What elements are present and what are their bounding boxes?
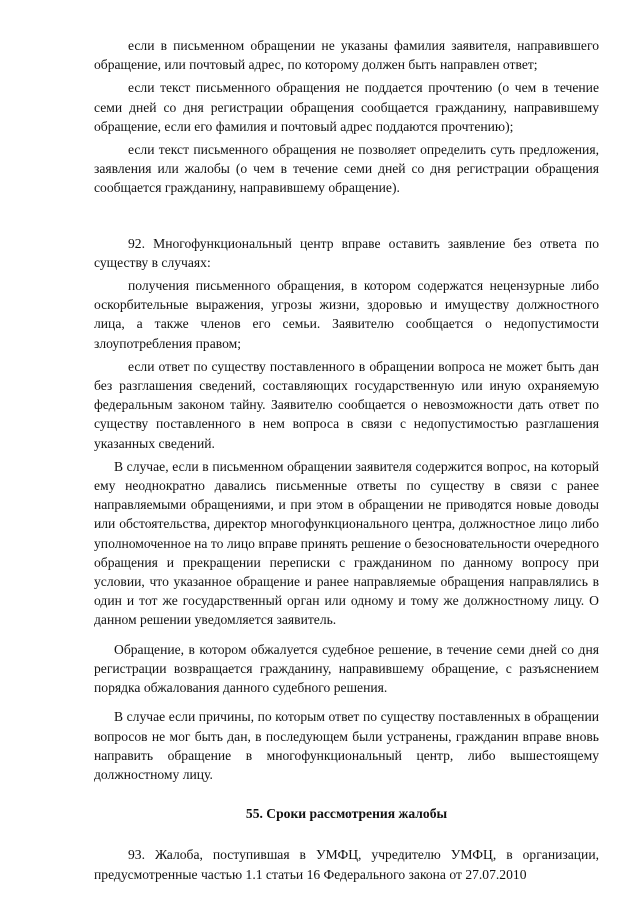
section-heading: 55. Сроки рассмотрения жалобы: [245, 806, 448, 822]
paragraph-no-name-address: если в письменном обращении не указаны фамилия заявителя, направившего обращение, или почтовый адрес, по которому должен быть направлен ответ;: [94, 38, 599, 73]
paragraph-causes-eliminated: В случае если причины, по которым ответ по существу поставленных в обращении вопросов не мог быть дан, в последующем были устранены, гражданин вправе вновь направить обращение в многофункциональный центр, либо вышестоящему должностному лицу.: [94, 709, 599, 782]
document-page: [94, 36, 599, 884]
paragraph-item-93: 93. Жалоба, поступившая в УМФЦ, учредителю УМФЦ, в организации, предусмотренные частью 1.1 статьи 16 Федерального закона от 27.07.2010: [94, 847, 599, 882]
paragraph-court-decision: Обращение, в котором обжалуется судебное решение, в течение семи дней со дня регистрации возвращается гражданину, направившему обращение, с разъяснением порядка обжалования данного судебного решения.: [94, 641, 599, 696]
paragraph-undefined-essence: если текст письменного обращения не позволяет определить суть предложения, заявления или жалобы (о чем в течение семи дней со дня регистрации обращения сообщается гражданину, направившему обращение).: [94, 142, 599, 196]
paragraph-item-92: 92. Многофункциональный центр вправе оставить заявление без ответа по существу в случаях:: [94, 235, 599, 270]
paragraph-state-secret: если ответ по существу поставленного в обращении вопроса не может быть дан без разглашения сведений, составляющих государственную или иную охраняемую федеральным законом тайну. Заявителю сообщается о невозможности дать ответ по существу поставленного в нем вопроса в связи с недопустимостью разглашения указанных сведений.: [94, 358, 599, 451]
paragraph-unreadable-text: если текст письменного обращения не поддается прочтению (о чем в течение семи дней со дня регистрации обращения сообщается гражданину, направившему обращение, если его фамилия и почтовый адрес поддаются прочтению);: [94, 80, 599, 134]
paragraph-repeated-appeals: В случае, если в письменном обращении заявителя содержится вопрос, на который ему неоднократно давались письменные ответы по существу в связи с ранее направляемыми обращениями, и при этом в обращении не приводятся новые доводы или обстоятельства, директор многофункционального центра, должностное лицо либо уполномоченное на то лицо вправе принять решение о безосновательности очередного обращения и прекращении переписки с гражданином по данному вопросу при условии, что указанное обращение и ранее направляемые обращения направлялись в один и тот же государственный орган или одному и тому же должностному лицу. О данном решении уведомляется заявитель.: [94, 458, 599, 628]
paragraph-offensive-content: получения письменного обращения, в котором содержатся нецензурные либо оскорбительные выражения, угрозы жизни, здоровью и имуществу должностного лица, а также членов его семьи. Заявителю сообщается о недопустимости злоупотребления правом;: [94, 278, 599, 351]
